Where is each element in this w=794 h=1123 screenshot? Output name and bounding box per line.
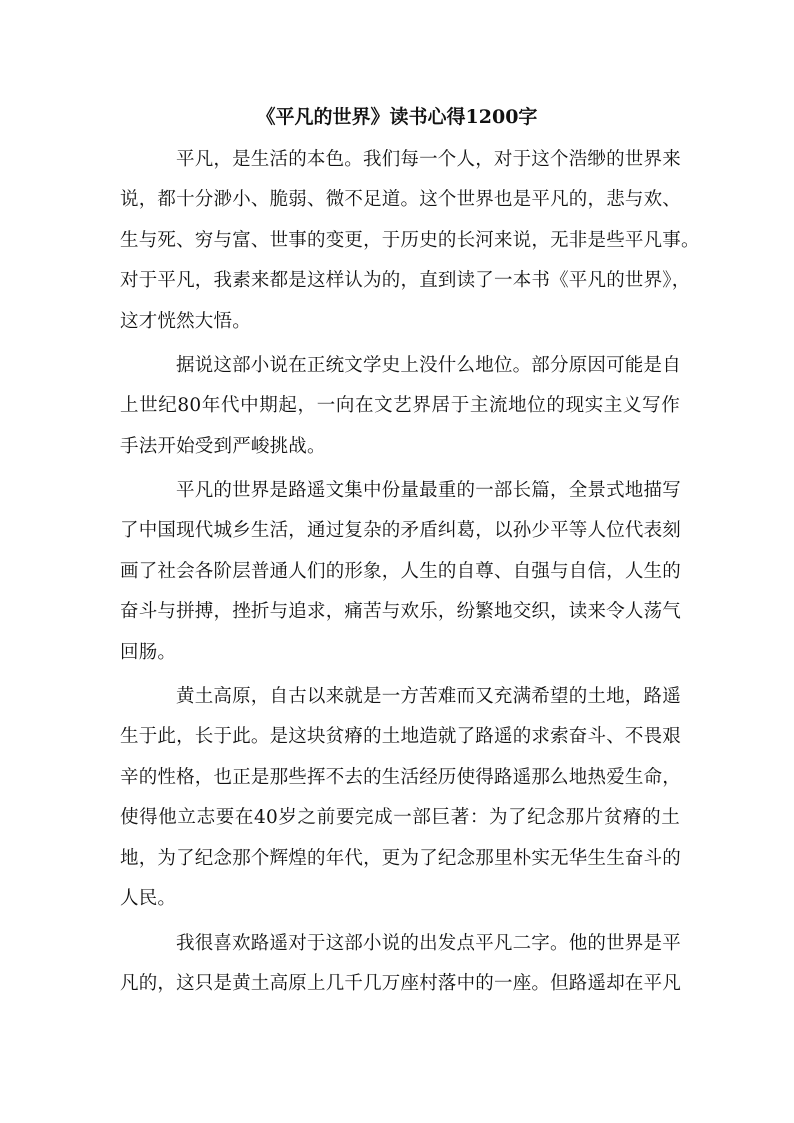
paragraph-2-line-3: 手法开始受到严峻挑战。 xyxy=(120,436,326,457)
paragraph-1-line-4: 对于平凡，我素来都是这样认为的，直到读了一本书《平凡的世界》， xyxy=(120,270,691,291)
paragraph-5-line-2: 凡的，这只是黄土高原上几千几万座村落中的一座。但路遥却在平凡 xyxy=(120,973,682,994)
document-title: 《平凡的世界》读书心得1200字 xyxy=(256,106,538,128)
paragraph-3-line-4: 奋斗与拼搏，挫折与追求，痛苦与欢乐，纷繁地交织，读来令人荡气 xyxy=(120,601,682,622)
paragraph-1-line-1: 平凡，是生活的本色。我们每一个人，对于这个浩缈的世界来 xyxy=(176,149,681,170)
paragraph-2-line-1: 据说这部小说在正统文学史上没什么地位。部分原因可能是自 xyxy=(176,355,681,376)
paragraph-4-line-5: 地，为了纪念那个辉煌的年代，更为了纪念那里朴实无华生生奋斗的 xyxy=(120,848,682,869)
paragraph-3-line-1: 平凡的世界是路遥文集中份量最重的一部长篇，全景式地描写 xyxy=(176,480,681,501)
paragraph-3-line-5: 回肠。 xyxy=(120,642,177,663)
paragraph-4-line-1: 黄土高原，自古以来就是一方苦难而又充满希望的土地，路遥 xyxy=(176,686,681,707)
paragraph-1-line-3: 生与死、穷与富、世事的变更，于历史的长河来说，无非是些平凡事。 xyxy=(120,230,700,251)
paragraph-4-line-2: 生于此，长于此。是这块贫瘠的土地造就了路遥的求索奋斗、不畏艰 xyxy=(120,726,682,747)
paragraph-3-line-2: 了中国现代城乡生活，通过复杂的矛盾纠葛，以孙少平等人位代表刻 xyxy=(120,520,682,541)
paragraph-4-line-4: 使得他立志要在40岁之前要完成一部巨著：为了纪念那片贫瘠的土 xyxy=(120,807,680,828)
paragraph-1-line-5: 这才恍然大悟。 xyxy=(120,311,251,332)
paragraph-5-line-1: 我很喜欢路遥对于这部小说的出发点平凡二字。他的世界是平 xyxy=(176,933,681,954)
paragraph-3-line-3: 画了社会各阶层普通人们的形象，人生的自尊、自强与自信，人生的 xyxy=(120,561,682,582)
paragraph-1-line-2: 说，都十分渺小、脆弱、微不足道。这个世界也是平凡的，悲与欢、 xyxy=(120,189,682,210)
paragraph-4-line-3: 辛的性格，也正是那些挥不去的生活经历使得路遥那么地热爱生命， xyxy=(120,767,682,788)
paragraph-4-line-6: 人民。 xyxy=(120,888,177,909)
paragraph-2-line-2: 上世纪80年代中期起，一向在文艺界居于主流地位的现实主义写作 xyxy=(120,395,680,416)
